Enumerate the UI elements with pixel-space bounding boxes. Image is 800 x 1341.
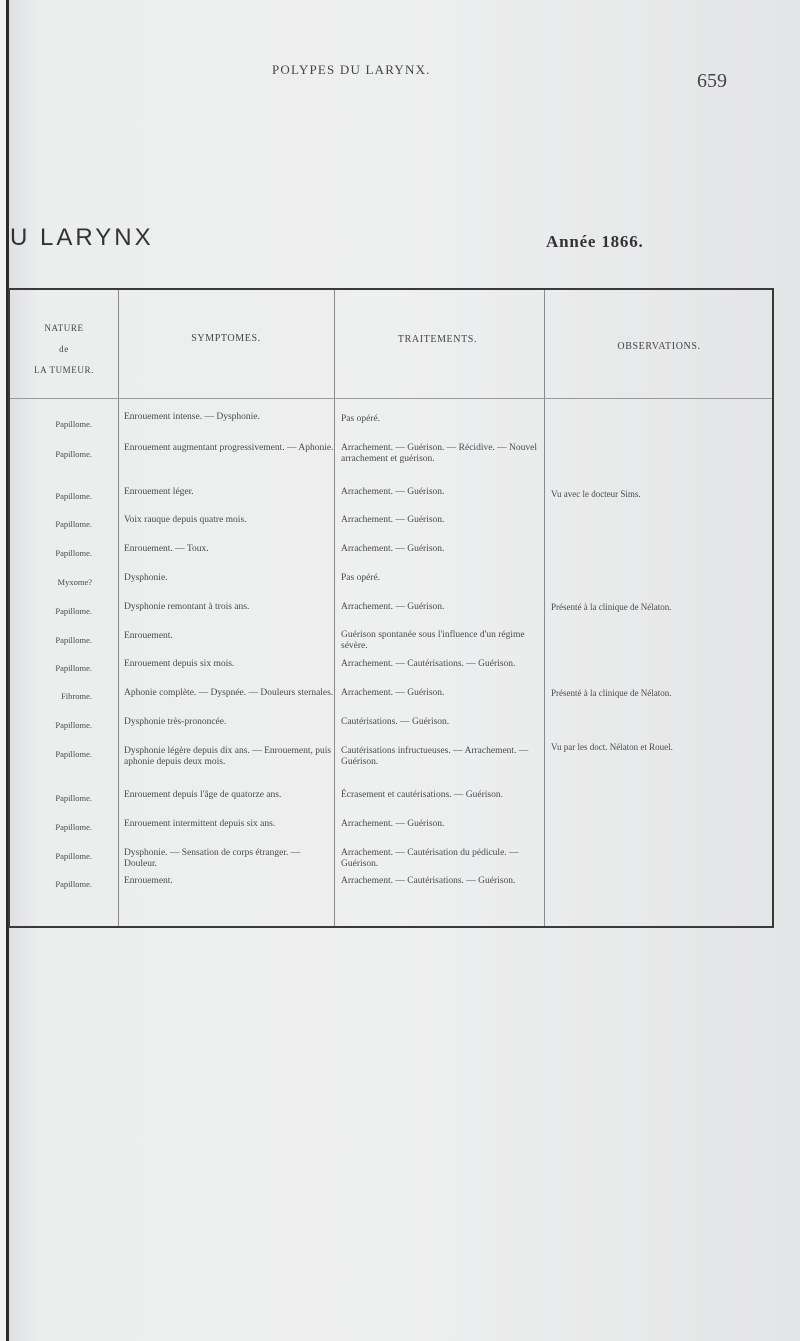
row-6-traitements: Pas opéré. bbox=[341, 573, 381, 583]
row-12-observations: Vu par les doct. Nélaton et Rouel. bbox=[551, 742, 673, 752]
row-2-nature: Papillome. bbox=[55, 449, 92, 459]
header-nature-line1: NATURE bbox=[44, 323, 84, 333]
row-4-nature: Papillome. bbox=[55, 519, 92, 529]
header-observations: OBSERVATIONS. bbox=[617, 341, 701, 352]
row-7-symptomes: Dysphonie remontant à trois ans. bbox=[124, 602, 250, 612]
row-11-traitements: Cautérisations. — Guérison. bbox=[341, 717, 450, 727]
row-14-nature: Papillome. bbox=[55, 822, 92, 832]
row-4-symptomes: Voix rauque depuis quatre mois. bbox=[124, 515, 247, 525]
row-1-traitements: Pas opéré. bbox=[341, 414, 381, 424]
row-7-nature: Papillome. bbox=[55, 606, 92, 616]
row-2-traitements: Arrachement. — Guérison. — Récidive. — Nouvel arrachement et guérison. bbox=[341, 443, 538, 464]
row-3-traitements: Arrachement. — Guérison. bbox=[341, 487, 445, 497]
row-13-nature: Papillome. bbox=[55, 793, 92, 803]
row-10-traitements: Arrachement. — Guérison. bbox=[341, 688, 445, 698]
header-nature-line2: de bbox=[59, 344, 69, 354]
row-8-traitements: Guérison spontanée sous l'influence d'un régime sévère. bbox=[341, 630, 525, 651]
row-16-nature: Papillome. bbox=[55, 879, 92, 889]
row-9-nature: Papillome. bbox=[55, 663, 92, 673]
row-15-traitements: Arrachement. — Cautérisation du pédicule. — Guérison. bbox=[341, 848, 519, 869]
row-12-nature: Papillome. bbox=[55, 749, 92, 759]
row-1-nature: Papillome. bbox=[55, 419, 92, 429]
column-divider bbox=[118, 290, 119, 926]
row-10-nature: Fibrome. bbox=[61, 691, 92, 701]
row-11-symptomes: Dysphonie très-prononcée. bbox=[124, 717, 227, 727]
column-divider bbox=[334, 290, 335, 926]
row-7-traitements: Arrachement. — Guérison. bbox=[341, 602, 445, 612]
running-head: POLYPES DU LARYNX. bbox=[272, 62, 431, 77]
row-14-symptomes: Enrouement intermittent depuis six ans. bbox=[124, 819, 276, 829]
row-3-observations: Vu avec le docteur Sims. bbox=[551, 489, 641, 499]
year-heading: Année 1866. bbox=[546, 232, 644, 251]
row-1-symptomes: Enrouement intense. — Dysphonie. bbox=[124, 412, 260, 422]
section-title: U LARYNX bbox=[10, 224, 154, 251]
row-4-traitements: Arrachement. — Guérison. bbox=[341, 515, 445, 525]
row-10-observations: Présenté à la clinique de Nélaton. bbox=[551, 688, 672, 698]
row-3-symptomes: Enrouement léger. bbox=[124, 487, 194, 497]
row-13-symptomes: Enrouement depuis l'âge de quatorze ans. bbox=[124, 790, 282, 800]
header-traitements: TRAITEMENTS. bbox=[397, 334, 478, 345]
row-9-traitements: Arrachement. — Cautérisations. — Guérison. bbox=[341, 659, 516, 669]
row-6-nature: Myxome? bbox=[57, 577, 92, 587]
row-16-symptomes: Enrouement. bbox=[124, 876, 173, 886]
row-15-nature: Papillome. bbox=[55, 851, 92, 861]
header-symptomes: SYMPTOMES. bbox=[191, 333, 261, 344]
row-15-symptomes: Dysphonie. — Sensation de corps étranger. — Douleur. bbox=[124, 848, 301, 869]
header-divider bbox=[10, 398, 772, 399]
row-3-nature: Papillome. bbox=[55, 491, 92, 501]
row-8-symptomes: Enrouement. bbox=[124, 631, 173, 641]
row-8-nature: Papillome. bbox=[55, 635, 92, 645]
row-16-traitements: Arrachement. — Cautérisations. — Guérison. bbox=[341, 876, 516, 886]
row-12-symptomes: Dysphonie légère depuis dix ans. — Enrouement, puis aphonie depuis deux mois. bbox=[124, 746, 332, 767]
header-nature-line3: LA TUMEUR. bbox=[34, 365, 94, 375]
row-5-symptomes: Enrouement. — Toux. bbox=[124, 544, 209, 554]
header-nature bbox=[12, 318, 116, 381]
row-5-traitements: Arrachement. — Guérison. bbox=[341, 544, 445, 554]
page-number: 659 bbox=[697, 70, 727, 92]
row-6-symptomes: Dysphonie. bbox=[124, 573, 168, 583]
row-12-traitements: Cautérisations infructueuses. — Arrachement. — Guérison. bbox=[341, 746, 529, 767]
row-11-nature: Papillome. bbox=[55, 720, 92, 730]
row-2-symptomes: Enrouement augmentant progressivement. — Aphonie. bbox=[124, 443, 334, 453]
row-14-traitements: Arrachement. — Guérison. bbox=[341, 819, 445, 829]
row-7-observations: Présenté à la clinique de Nélaton. bbox=[551, 602, 672, 612]
row-9-symptomes: Enrouement depuis six mois. bbox=[124, 659, 235, 669]
row-13-traitements: Écrasement et cautérisations. — Guérison. bbox=[341, 790, 503, 800]
row-5-nature: Papillome. bbox=[55, 548, 92, 558]
row-10-symptomes: Aphonie complète. — Dyspnée. — Douleurs sternales. bbox=[124, 688, 334, 698]
